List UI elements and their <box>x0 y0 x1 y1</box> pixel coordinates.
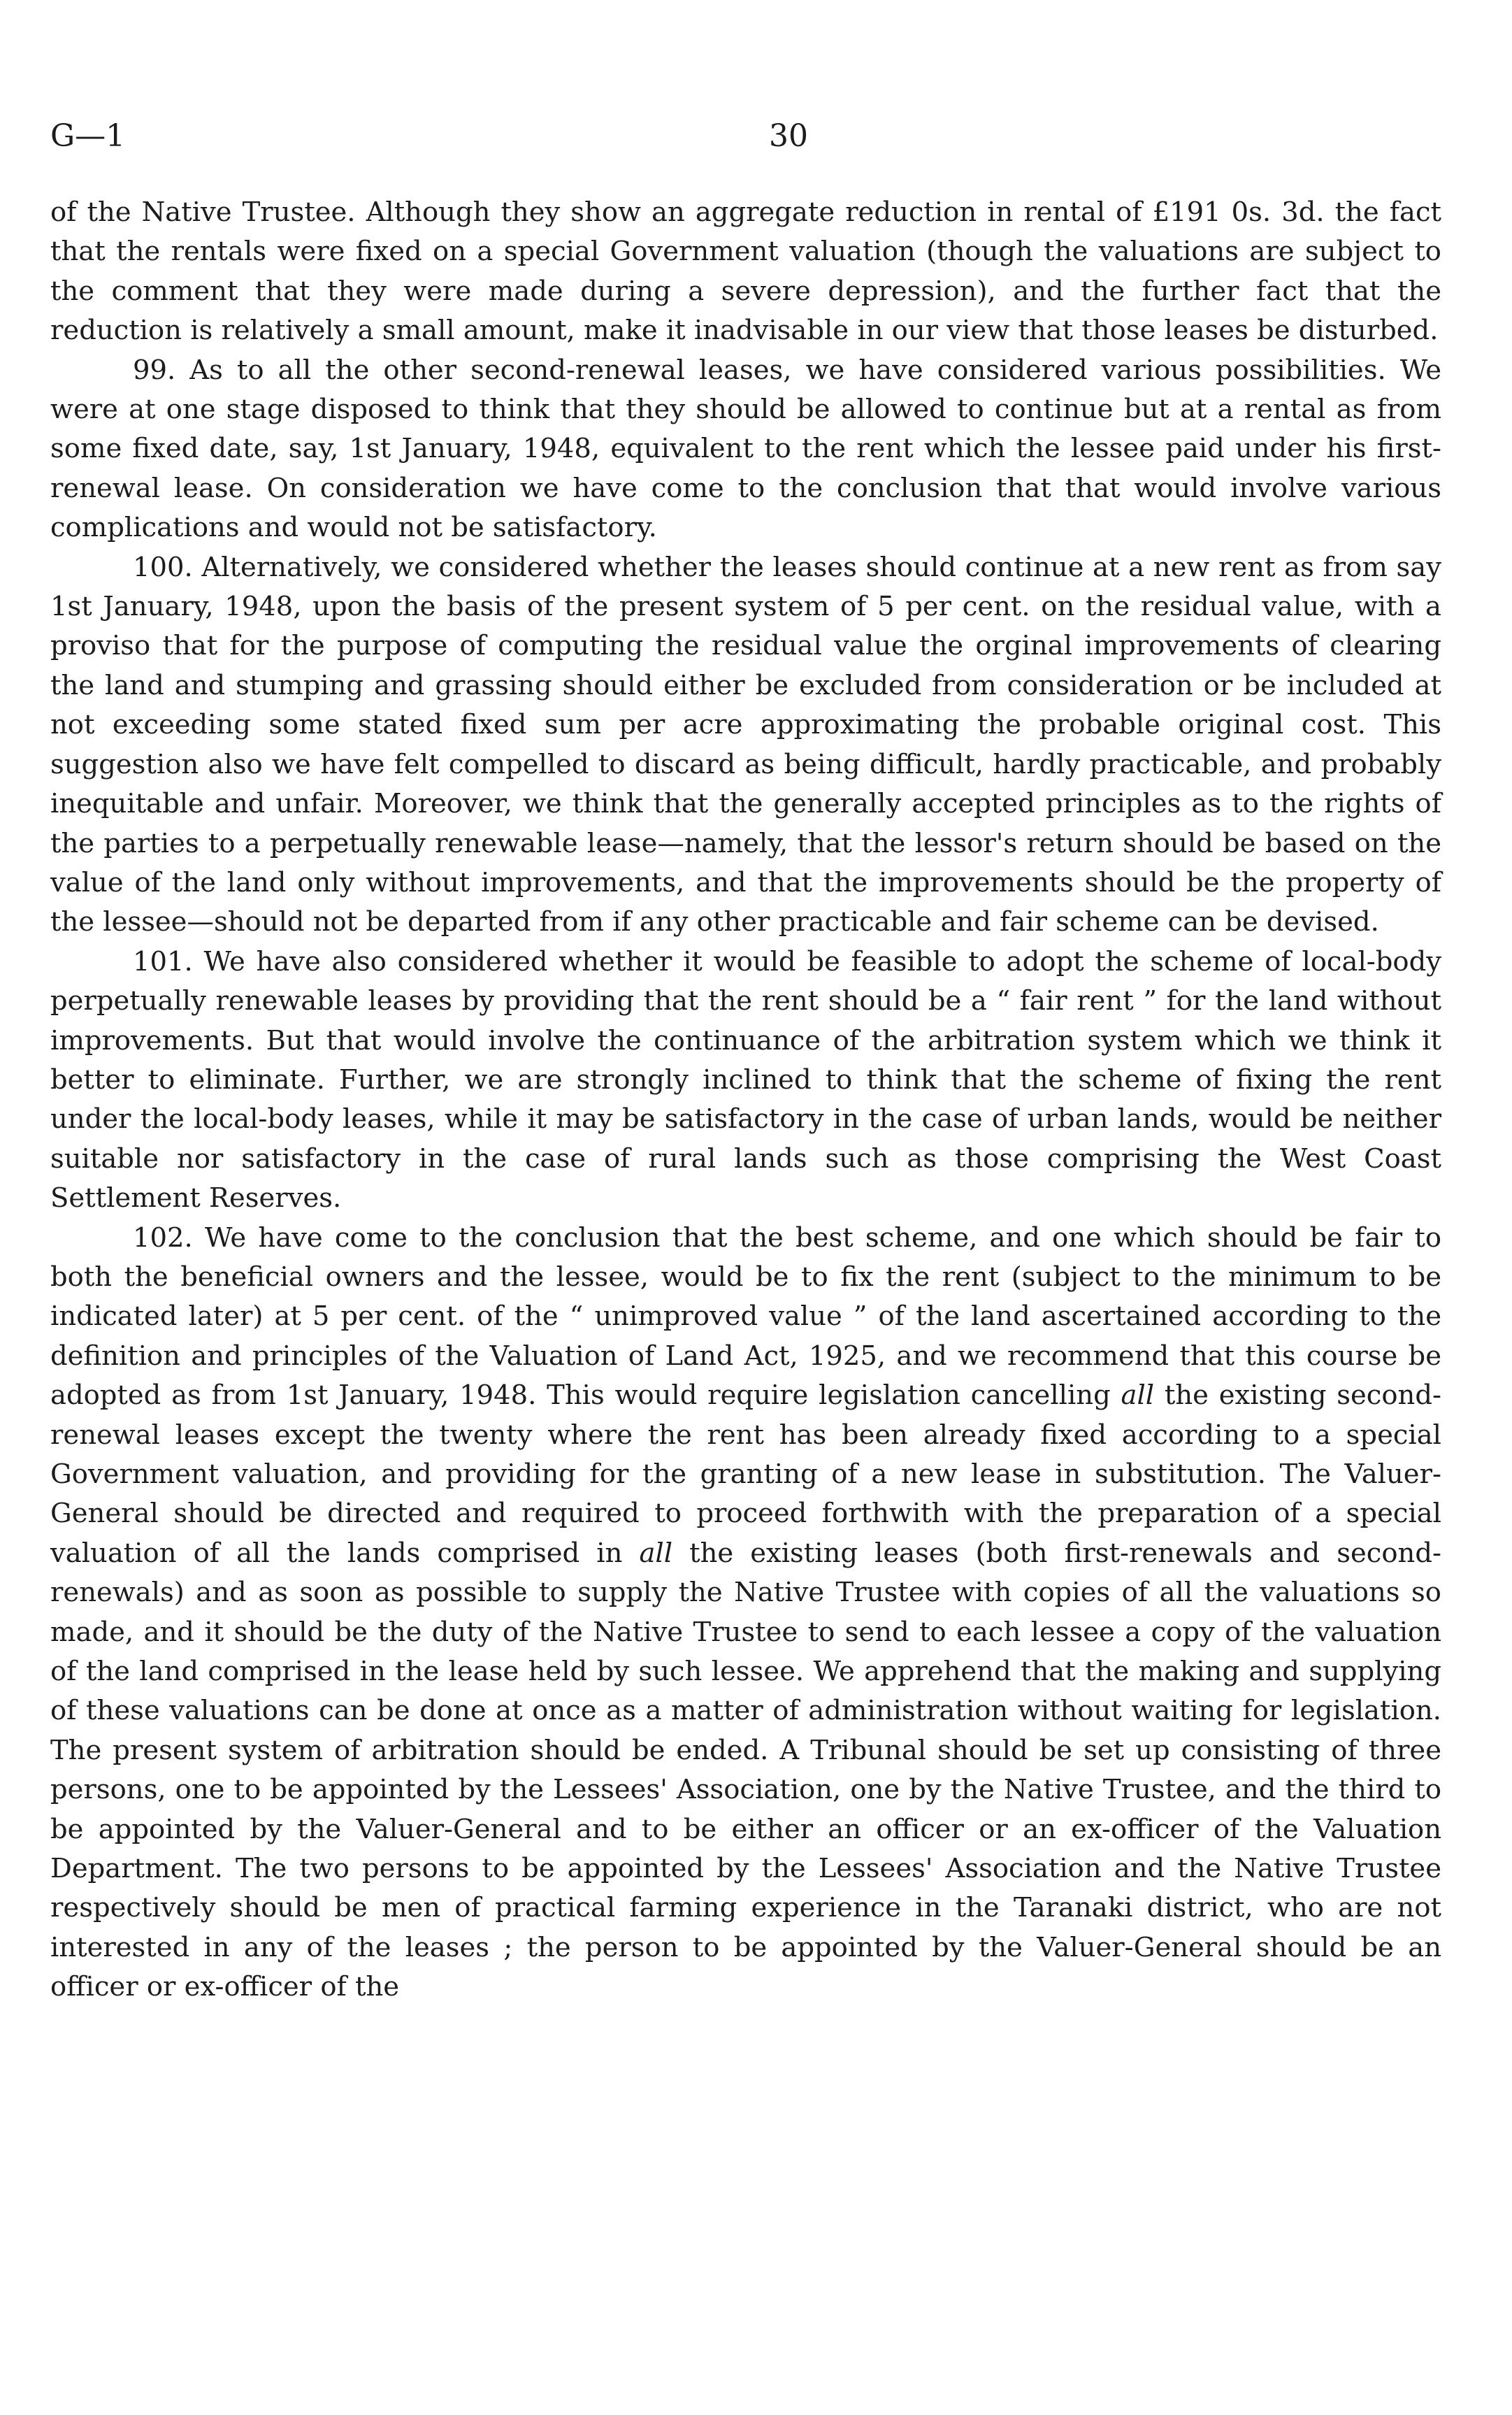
page-header <box>50 115 1448 157</box>
paragraph-102-emphasis-2: all <box>639 1537 673 1569</box>
paragraph-continuation: of the Native Trustee. Although they show an aggregate reduction in rental of £191 0s. 3d. the fact that the rentals were fixed on a special Government valuation (though the valuations are subject to the comment that they were made during a severe depression), and the further fact that the reduction is relatively a small amount, make it inadvisable in our view that those leases be disturbed. <box>50 196 1441 347</box>
paragraph-102 <box>50 1219 1441 2007</box>
paragraph-99: 99. As to all the other second-renewal leases, we have considered various possibilities. We were at one stage disposed to think that they should be allowed to continue but at a rental as from some fixed date, say, 1st January, 1948, equivalent to the rent which the lessee paid under his first-renewal lease. On consideration we have come to the conclusion that that would involve various complications and would not be satisfactory. <box>50 354 1441 544</box>
paragraph-102-part-1: 102. We have come to the conclusion that the best scheme, and one which should be fair to both the beneficial owners and the lessee, would be to fix the rent (subject to the minimum to be indicated later) at 5 per cent. of the “ unimproved value ” of the land ascertained according to the definition and principles of the Valuation of Land Act, 1925, and we recommend that this course be adopted as from 1st January, 1948. This would require legislation cancelling <box>50 1221 1441 1412</box>
page-number: 30 <box>769 118 808 154</box>
document-reference: G—1 <box>50 118 126 154</box>
paragraph-100: 100. Alternatively, we considered whether the leases should continue at a new rent as from say 1st January, 1948, upon the basis of the present system of 5 per cent. on the residual value, with a proviso that for the purpose of computing the residual value the orginal improvements of clearing the land and stumping and grassing should either be excluded from consideration or be included at not exceeding some stated fixed sum per acre approximating the probable original cost. This suggestion also we have felt compelled to discard as being difficult, hardly practicable, and probably inequitable and unfair. Moreover, we think that the generally accepted principles as to the rights of the parties to a perpetually renewable lease—namely, that the lessor's return should be based on the value of the land only without improvements, and that the improvements should be the property of the lessee—should not be departed from if any other practicable and fair scheme can be devised. <box>50 551 1441 938</box>
paragraph-102-part-2: the existing second-renewal leases except the twenty where the rent has been already fixed according to a special Government valuation, and providing for the granting of a new lease in substitution. The Valuer-General should be directed and required to proceed forthwith with the preparation of a special valuation of all the lands comprised in <box>50 1380 1441 1569</box>
paragraph-101: 101. We have also considered whether it would be feasible to adopt the scheme of local-body perpetually renewable leases by providing that the rent should be a “ fair rent ” for the land without improvements. But that would involve the continuance of the arbitration system which we think it better to eliminate. Further, we are strongly inclined to think that the scheme of fixing the rent under the local-body leases, while it may be satisfactory in the case of urban lands, would be neither suitable nor satisfactory in the case of rural lands such as those comprising the West Coast Settlement Reserves. <box>50 945 1441 1214</box>
body-text <box>50 193 1441 2007</box>
paragraph-102-part-3: the existing leases (both first-renewals and second-renewals) and as soon as possible to supply the Native Trustee with copies of all the valuations so made, and it should be the duty of the Native Trustee to send to each lessee a copy of the valuation of the land comprised in the lease held by such lessee. We apprehend that the making and supplying of these valuations can be done at once as a matter of administration without waiting for legislation. The present system of arbitration should be ended. A Tribunal should be set up consisting of three persons, one to be appointed by the Lessees' Association, one by the Native Trustee, and the third to be appointed by the Valuer-General and to be either an officer or an ex-officer of the Valuation Department. The two persons to be appointed by the Lessees' Association and the Native Trustee respectively should be men of practical farming experience in the Taranaki district, who are not interested in any of the leases ; the person to be appointed by the Valuer-General should be an officer or ex-officer of the <box>50 1537 1442 2003</box>
paragraph-102-emphasis-1: all <box>1121 1380 1155 1412</box>
